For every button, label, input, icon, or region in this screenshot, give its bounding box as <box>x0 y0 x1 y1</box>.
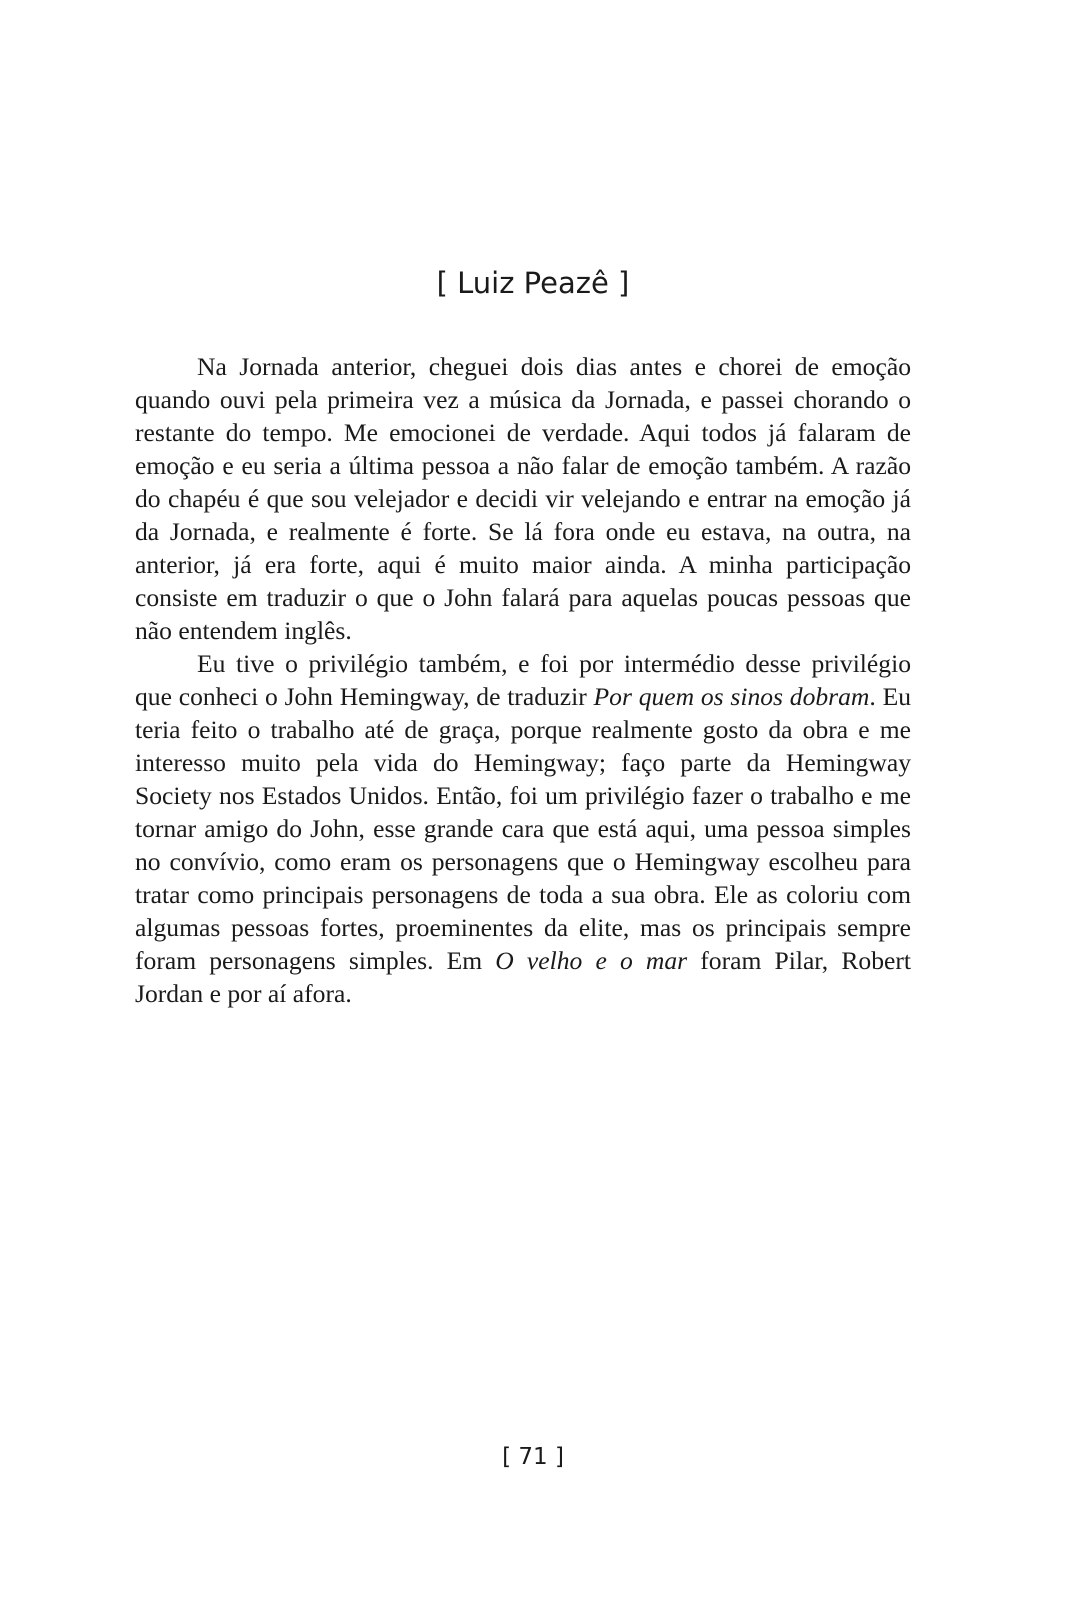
text-segment: Na Jornada anterior, cheguei dois dias antes e chorei de emoção quando ouvi pela primeira vez a música da Jornada, e passei chorando o restante do tempo. Me emocionei de verdade. Aqui todos já falaram de emoção e eu seria a última pessoa a não falar de emoção também. A razão do chapéu é que sou velejador e decidi vir velejando e entrar na emoção já da Jornada, e realmente é forte. Se lá fora onde eu estava, na outra, na anterior, já era forte, aqui é muito maior ainda. A minha participação consiste em traduzir o que o John falará para aquelas poucas pessoas que não entendem inglês. <box>135 352 911 645</box>
page-number: [ 71 ] <box>502 1444 564 1470</box>
text-segment: . Eu teria feito o trabalho até de graça, porque realmente gosto da obra e me interesso muito pela vida do Hemingway; faço parte da Hemingway Society nos Estados Unidos. Então, foi um privilégio fazer o trabalho e me tornar amigo do John, esse grande cara que está aqui, uma pessoa simples no convívio, como eram os personagens que o Hemingway escolheu para tratar como principais personagens de toda a sua obra. Ele as coloriu com algumas pessoas fortes, proeminentes da elite, mas os principais sempre foram personagens simples. Em <box>135 682 912 975</box>
body-text <box>135 350 911 1010</box>
chapter-heading: [ Luiz Peazê ] <box>436 266 630 300</box>
paragraph <box>135 647 911 1010</box>
book-title-italic: Por quem os sinos dobram <box>593 682 870 711</box>
paragraph <box>135 350 911 647</box>
book-title-italic: O velho e o mar <box>495 946 688 975</box>
text-segment: Eu tive o privilégio também, e foi por intermédio desse privilégio que conheci o John Hemingway, de traduzir <box>135 649 911 711</box>
text-segment: foram Pilar, Robert Jordan e por aí afora. <box>135 946 911 1008</box>
